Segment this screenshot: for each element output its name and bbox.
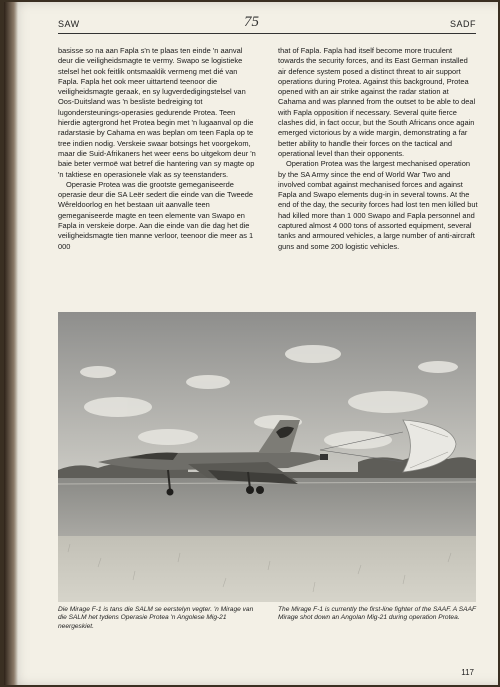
running-header-number: 75: [244, 14, 259, 30]
book-page: [4, 2, 498, 685]
english-column: [278, 46, 478, 252]
running-header-left: SAW: [58, 19, 80, 29]
header-rule: [58, 33, 476, 34]
caption-afrikaans: Die Mirage F-1 is tans die SALM se eerstelyn vegter. 'n Mirage van die SALM het tydens Operasie Protea 'n Angolese Mig-21 neergeskiet.: [58, 606, 254, 630]
afrikaans-paragraph-2: Operasie Protea was die grootste gemeganiseerde operasie deur die SA Leër sedert die einde van die Tweede Wêreldoorlog en het bestaan uit aanvalle teen gemeganiseerde magte en teen elemente van Swapo en Fapla in verskeie dorpe. Aan die einde van die dag het die veiligheidsmagte tien manne verloor, teenoor die meer as 1 000: [58, 179, 254, 251]
running-header-right: SADF: [449, 19, 476, 29]
caption-english: The Mirage F-1 is currently the first-line fighter of the SAAF. A SAAF Mirage shot down an Angolan Mig-21 during operation Protea.: [278, 606, 476, 622]
afrikaans-column: [58, 46, 258, 252]
runway: [58, 478, 476, 536]
page-number: 117: [461, 668, 474, 677]
english-paragraph-1: that of Fapla. Fapla had itself become more truculent towards the security forces, and its East German installed air defence system posed a distinct threat to air support operations during Protea. Against this background, Protea opened with an air strike against the radar station at Cahama and was planned from the outset to be able to deal with Fapla opposition if necessary. Several quite fierce clashes did, in fact occur, but the South Africans once again emerged victorious by a wide margin, demonstrating a far better ability to handle their forces on the tactical and operational level than their opponents.: [278, 46, 476, 158]
afrikaans-paragraph-1: basisse so na aan Fapla s'n te plaas ten einde 'n aanval deur die veiligheidsmagte te vermy. Swapo se logistieke stelsel het ook feitlik ontsmaaklik vermeng met dié van Fapla. Fapla het ook meer uittartend teenoor die veiligheidsmagte geraak, en sy lugverdedigingstelsel van Oos-Duitsland was 'n besliste bedreiging tot lugondersteunings-operasies gedurende Protea. Teen hierdie agtergrond het Protea begin met 'n lugaanval op die radarstasie by Cahama en was beplan om teen Fapla op te tree indien nodig. Verskeie swaar botsings het voorgekom, maar die Suid-Afrikaners het weer eens bo uitgekom deur 'n baie beter vermoë wat betref die hantering van sy magte op 'n taktiese en operasionele vlak as sy teenstanders.: [58, 46, 256, 179]
page-binding-shadow: [4, 2, 18, 685]
mirage-photo-illustration: [58, 312, 476, 602]
english-paragraph-2: Operation Protea was the largest mechanised operation by the SA Army since the end of World War Two and involved combat against mechanised forces and against Fapla and Swapo elements dug-in in several towns. At the end of the day, the security forces had lost ten men killed but had killed more than 1 000 Swapo and Fapla personnel and captured almost 4 000 tons of assorted equipment, several tanks and armoured vehicles, a large number of anti-aircraft guns and some 200 logistic vehicles.: [278, 159, 478, 251]
grass-foreground: [58, 536, 476, 602]
mirage-f1-photo: [58, 312, 476, 602]
